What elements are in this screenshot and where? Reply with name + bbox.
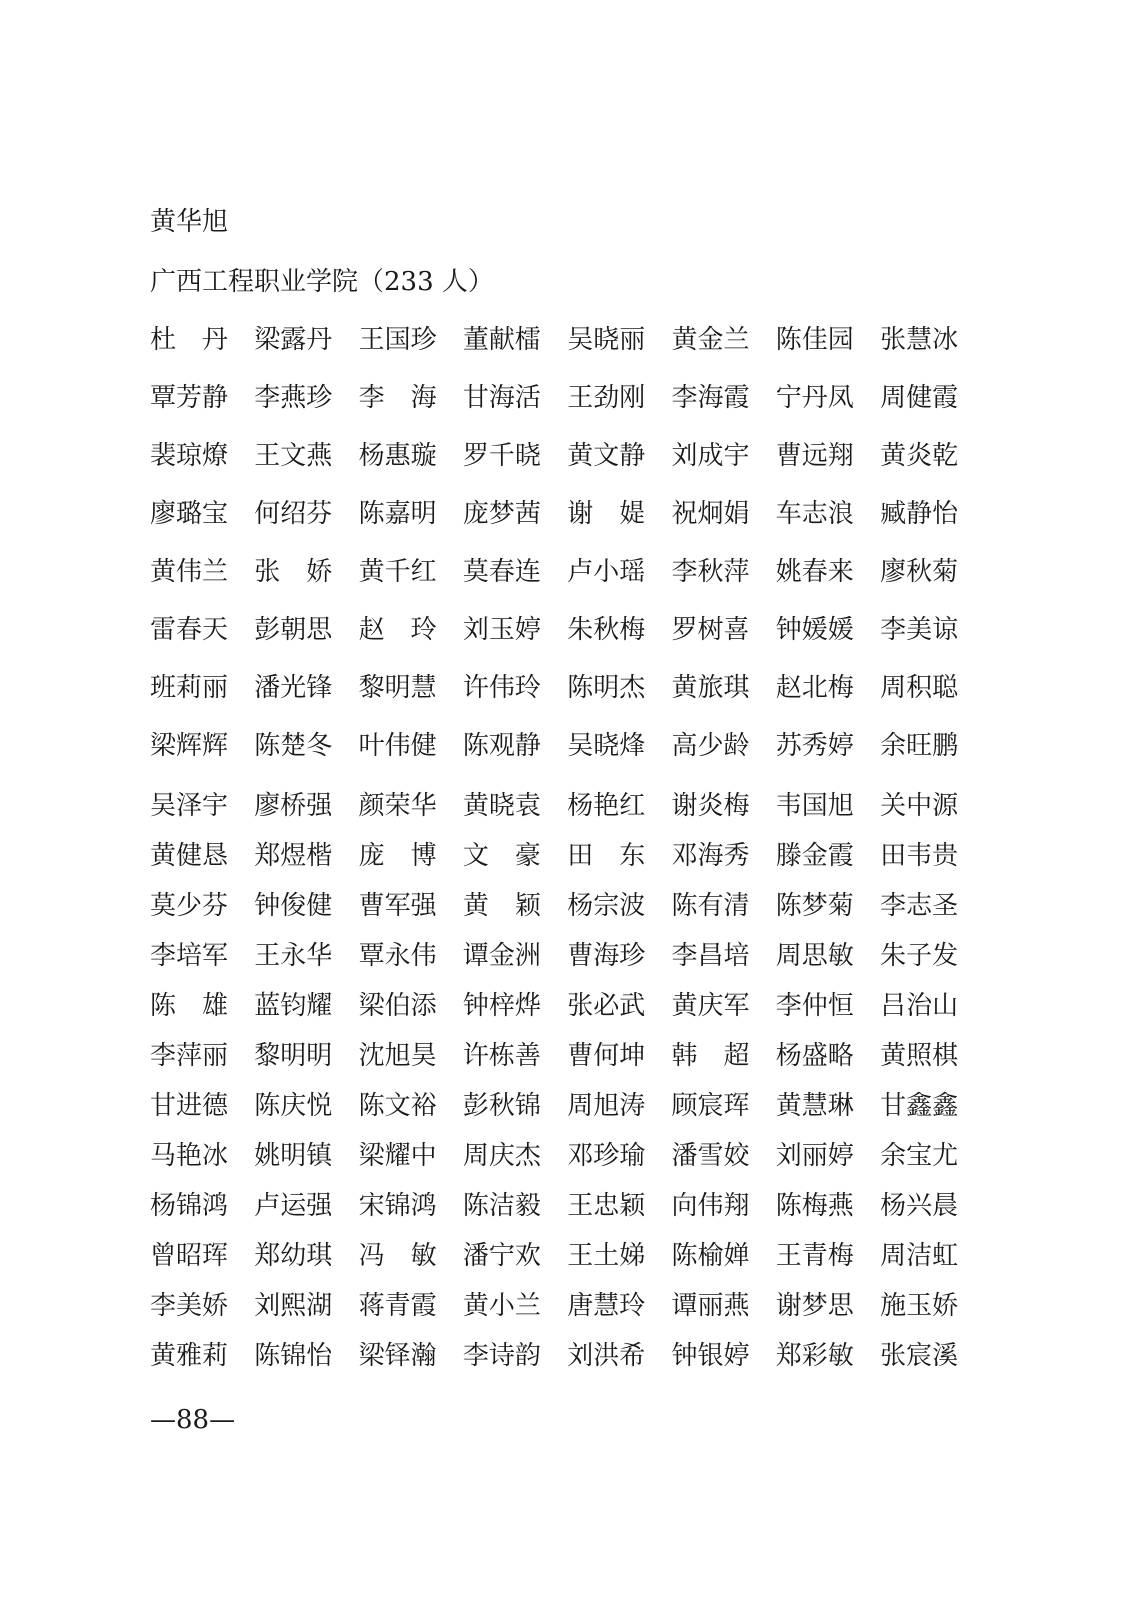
- name-row: [150, 1038, 958, 1074]
- person-name: 赵 玲: [358, 615, 437, 645]
- person-name: 彭朝思: [254, 615, 333, 645]
- person-name: 赵北梅: [775, 673, 854, 703]
- person-name: 沈旭昊: [358, 1041, 437, 1071]
- person-name: 曹何坤: [567, 1041, 646, 1071]
- person-name: 李美谅: [880, 615, 959, 645]
- person-name: 李诗韵: [462, 1341, 541, 1371]
- person-name: 邓海秀: [671, 841, 750, 871]
- person-name: 杨惠璇: [358, 441, 437, 471]
- name-row: [150, 612, 958, 648]
- person-name: 黄 颖: [462, 891, 541, 921]
- name-row: [150, 670, 958, 706]
- person-name: 杨艳红: [567, 791, 646, 821]
- page-number: —88—: [150, 1405, 236, 1435]
- person-name: 余旺鹏: [880, 731, 959, 761]
- person-name: 梁铎瀚: [358, 1341, 437, 1371]
- person-name: 黄炎乾: [880, 441, 959, 471]
- person-name: 臧静怡: [880, 499, 959, 529]
- person-name: 车志浪: [775, 499, 854, 529]
- person-name: 向伟翔: [671, 1191, 750, 1221]
- person-name: 陈庆悦: [254, 1091, 333, 1121]
- person-name: 宋锦鸿: [358, 1191, 437, 1221]
- person-name: 余宝尤: [880, 1141, 959, 1171]
- person-name: 罗树喜: [671, 615, 750, 645]
- person-name: 黄照棋: [880, 1041, 959, 1071]
- person-name: 谭金洲: [462, 941, 541, 971]
- person-name: 梁辉辉: [150, 731, 229, 761]
- person-name: 钟俊健: [254, 891, 333, 921]
- person-name: 董献檑: [462, 325, 541, 355]
- person-name: 莫春连: [462, 557, 541, 587]
- person-name: 苏秀婷: [775, 731, 854, 761]
- person-name: 文 豪: [462, 841, 541, 871]
- person-name: 潘宁欢: [462, 1241, 541, 1271]
- person-name: 刘洪希: [567, 1341, 646, 1371]
- person-name: 刘玉婷: [462, 615, 541, 645]
- name-row: [150, 1288, 958, 1324]
- person-name: 陈明杰: [567, 673, 646, 703]
- person-name: 黄金兰: [671, 325, 750, 355]
- person-name: 黄雅莉: [150, 1341, 229, 1371]
- person-name: 甘进德: [150, 1091, 229, 1121]
- person-name: 庞梦茜: [462, 499, 541, 529]
- person-name: 覃永伟: [358, 941, 437, 971]
- person-name: 钟银婷: [671, 1341, 750, 1371]
- person-name: 李培军: [150, 941, 229, 971]
- name-row: [150, 838, 958, 874]
- person-name: 卢小瑶: [567, 557, 646, 587]
- person-name: 田 东: [567, 841, 646, 871]
- person-name: 陈榆婵: [671, 1241, 750, 1271]
- person-name: 曹远翔: [775, 441, 854, 471]
- person-name: 郑彩敏: [775, 1341, 854, 1371]
- name-row: [150, 728, 958, 764]
- person-name: 周积聪: [880, 673, 959, 703]
- person-name: 陈锦怡: [254, 1341, 333, 1371]
- person-name: 谢炎梅: [671, 791, 750, 821]
- person-name: 李秋萍: [671, 557, 750, 587]
- person-name: 李仲恒: [775, 991, 854, 1021]
- person-name: 陈梦菊: [775, 891, 854, 921]
- name-row: [150, 788, 958, 824]
- person-name: 祝炯娟: [671, 499, 750, 529]
- person-name: 庞 博: [358, 841, 437, 871]
- person-name: 姚春来: [775, 557, 854, 587]
- person-name: 杨盛略: [775, 1041, 854, 1071]
- person-name: 冯 敏: [358, 1241, 437, 1271]
- person-name: 唐慧玲: [567, 1291, 646, 1321]
- person-name: 叶伟健: [358, 731, 437, 761]
- name-row: [150, 496, 958, 532]
- person-name: 黄千红: [358, 557, 437, 587]
- person-name: 王国珍: [358, 325, 437, 355]
- person-name: 关中源: [880, 791, 959, 821]
- person-name: 吴晓丽: [567, 325, 646, 355]
- person-name: 曹海珍: [567, 941, 646, 971]
- person-name: 黄伟兰: [150, 557, 229, 587]
- person-name: 周健霞: [880, 383, 959, 413]
- name-row: [150, 322, 958, 358]
- person-name: 周旭涛: [567, 1091, 646, 1121]
- person-name: 蓝钧耀: [254, 991, 333, 1021]
- person-name: 梁伯添: [358, 991, 437, 1021]
- name-row: [150, 888, 958, 924]
- person-name: 姚明镇: [254, 1141, 333, 1171]
- name-row: [150, 438, 958, 474]
- person-name: 甘海活: [462, 383, 541, 413]
- person-name: 刘熙湖: [254, 1291, 333, 1321]
- person-name: 刘丽婷: [775, 1141, 854, 1171]
- person-name: 顾宸珲: [671, 1091, 750, 1121]
- person-name: 谢 媞: [567, 499, 646, 529]
- person-name: 施玉娇: [880, 1291, 959, 1321]
- person-name: 黎明慧: [358, 673, 437, 703]
- person-name: 蒋青霞: [358, 1291, 437, 1321]
- person-name: 陈洁毅: [462, 1191, 541, 1221]
- person-name: 郑幼琪: [254, 1241, 333, 1271]
- person-name: 郑煜楷: [254, 841, 333, 871]
- person-name: 黄小兰: [462, 1291, 541, 1321]
- person-name: 廖秋菊: [880, 557, 959, 587]
- person-name: 陈梅燕: [775, 1191, 854, 1221]
- person-name: 黄庆军: [671, 991, 750, 1021]
- person-name: 李美娇: [150, 1291, 229, 1321]
- person-name: 刘成宇: [671, 441, 750, 471]
- person-name: 谭丽燕: [671, 1291, 750, 1321]
- person-name: 彭秋锦: [462, 1091, 541, 1121]
- person-name: 梁耀中: [358, 1141, 437, 1171]
- person-name: 王青梅: [775, 1241, 854, 1271]
- name-row: [150, 380, 958, 416]
- person-name: 韩 超: [671, 1041, 750, 1071]
- person-name: 韦国旭: [775, 791, 854, 821]
- person-name: 朱秋梅: [567, 615, 646, 645]
- person-name: 滕金霞: [775, 841, 854, 871]
- person-name: 覃芳静: [150, 383, 229, 413]
- person-name: 曹军强: [358, 891, 437, 921]
- person-name: 陈楚冬: [254, 731, 333, 761]
- name-row: [150, 988, 958, 1024]
- person-name: 李昌培: [671, 941, 750, 971]
- person-name: 吴泽宇: [150, 791, 229, 821]
- person-name: 罗千晓: [462, 441, 541, 471]
- person-name: 何绍芬: [254, 499, 333, 529]
- person-name: 周思敏: [775, 941, 854, 971]
- person-name: 陈 雄: [150, 991, 229, 1021]
- person-name: 黄慧琳: [775, 1091, 854, 1121]
- person-name: 高少龄: [671, 731, 750, 761]
- person-name: 张慧冰: [880, 325, 959, 355]
- person-name: 吕治山: [880, 991, 959, 1021]
- name-row: [150, 1188, 958, 1224]
- person-name: 王土娣: [567, 1241, 646, 1271]
- person-name: 曾昭珲: [150, 1241, 229, 1271]
- person-name: 李 海: [358, 383, 437, 413]
- person-name: 许栋善: [462, 1041, 541, 1071]
- person-name: 田韦贵: [880, 841, 959, 871]
- name-row: [150, 1238, 958, 1274]
- person-name: 宁丹凤: [775, 383, 854, 413]
- person-name: 李海霞: [671, 383, 750, 413]
- person-name: 张 娇: [254, 557, 333, 587]
- person-name: 班莉丽: [150, 673, 229, 703]
- person-name: 周洁虹: [880, 1241, 959, 1271]
- person-name: 莫少芬: [150, 891, 229, 921]
- person-name: 卢运强: [254, 1191, 333, 1221]
- person-name: 廖桥强: [254, 791, 333, 821]
- person-name: 杨锦鸿: [150, 1191, 229, 1221]
- person-name: 杨宗波: [567, 891, 646, 921]
- person-name: 马艳冰: [150, 1141, 229, 1171]
- person-name: 潘光锋: [254, 673, 333, 703]
- person-name: 杜 丹: [150, 325, 229, 355]
- name-row: [150, 1088, 958, 1124]
- person-name: 张必武: [567, 991, 646, 1021]
- person-name: 邓珍瑜: [567, 1141, 646, 1171]
- person-name: 钟媛媛: [775, 615, 854, 645]
- person-name: 陈有清: [671, 891, 750, 921]
- person-name: 张宸溪: [880, 1341, 959, 1371]
- person-name: 谢梦思: [775, 1291, 854, 1321]
- person-name: 杨兴晨: [880, 1191, 959, 1221]
- person-name: 李燕珍: [254, 383, 333, 413]
- person-name: 许伟玲: [462, 673, 541, 703]
- person-name: 王忠颖: [567, 1191, 646, 1221]
- person-name: 陈嘉明: [358, 499, 437, 529]
- person-name: 廖璐宝: [150, 499, 229, 529]
- person-name: 甘鑫鑫: [880, 1091, 959, 1121]
- person-name: 黄旅琪: [671, 673, 750, 703]
- person-name: 梁露丹: [254, 325, 333, 355]
- person-name: 王文燕: [254, 441, 333, 471]
- name-row: [150, 1338, 958, 1374]
- person-name: 周庆杰: [462, 1141, 541, 1171]
- person-name: 朱子发: [880, 941, 959, 971]
- person-name: 黄晓袁: [462, 791, 541, 821]
- person-name: 王劲刚: [567, 383, 646, 413]
- person-name: 潘雪姣: [671, 1141, 750, 1171]
- person-name: 裴琼燎: [150, 441, 229, 471]
- person-name: 黄健恳: [150, 841, 229, 871]
- person-name: 陈文裕: [358, 1091, 437, 1121]
- school-heading: 广西工程职业学院（233 人）: [150, 267, 494, 297]
- name-row: [150, 938, 958, 974]
- person-name: 李志圣: [880, 891, 959, 921]
- person-name: 黎明明: [254, 1041, 333, 1071]
- person-name: 黄文静: [567, 441, 646, 471]
- person-name: 雷春天: [150, 615, 229, 645]
- person-name: 王永华: [254, 941, 333, 971]
- name-row: [150, 554, 958, 590]
- person-name: 颜荣华: [358, 791, 437, 821]
- leading-name: 黄华旭: [150, 207, 229, 237]
- person-name: 陈观静: [462, 731, 541, 761]
- person-name: 李萍丽: [150, 1041, 229, 1071]
- name-row: [150, 1138, 958, 1174]
- person-name: 钟梓烨: [462, 991, 541, 1021]
- person-name: 陈佳园: [775, 325, 854, 355]
- person-name: 吴晓烽: [567, 731, 646, 761]
